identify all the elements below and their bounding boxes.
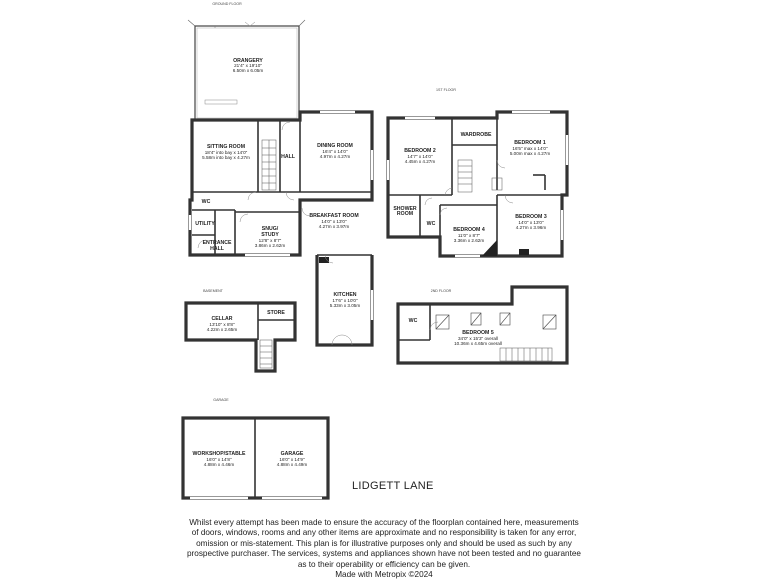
ground-floor-plan xyxy=(188,2,372,345)
ground-internal-walls xyxy=(192,120,372,255)
ground-hall-stairs xyxy=(262,140,276,190)
wc-first-name: WC xyxy=(426,221,436,227)
bedroom2-name: BEDROOM 2 xyxy=(404,148,436,154)
workshop-dim-metric: 4.88m x 4.46m xyxy=(203,462,235,467)
first-floor-plan xyxy=(388,88,567,256)
bedroom4-name: BEDROOM 4 xyxy=(453,227,485,233)
entrance-hall-name-1: ENTRANCE xyxy=(202,240,232,246)
entrance-hall-name-2: HALL xyxy=(210,246,224,252)
kitchen-dim-metric: 5.33m x 3.05m xyxy=(329,303,361,308)
garage-floor-label: GARAGE xyxy=(213,398,229,402)
sitting-room-dim-metric: 5.58m into bay x 4.27m xyxy=(202,155,250,160)
kitchen-range xyxy=(319,257,329,263)
snug-name-2: STUDY xyxy=(261,232,279,238)
snug-dim-imperial: 12'8" x 8'7" xyxy=(258,238,282,243)
dining-room-dim-metric: 4.97m x 4.27m xyxy=(319,154,351,159)
orangery-dim-metric: 6.50m x 6.05m xyxy=(232,68,264,73)
kitchen-dim-imperial: 17'6" x 10'0" xyxy=(332,298,358,303)
breakfast-room-dim-imperial: 14'0" x 13'0" xyxy=(321,219,347,224)
bedroom4-dim-imperial: 11'0" x 8'7" xyxy=(457,233,481,238)
orangery-dim-imperial: 21'4" x 19'10" xyxy=(234,63,262,68)
shower-room-name-1: SHOWER xyxy=(393,206,417,212)
bedroom3-dim-metric: 4.27m x 3.96m xyxy=(515,225,547,230)
bedroom3-name: BEDROOM 3 xyxy=(515,214,547,220)
wardrobe-name: WARDROBE xyxy=(460,132,492,138)
chimney-breast-bed4 xyxy=(482,240,497,256)
bedroom1-dim-metric: 5.00m max x 4.27m xyxy=(509,151,551,156)
basement-plan xyxy=(186,289,295,371)
snug-name-1: SNUG/ xyxy=(261,226,279,232)
garage-dim-metric: 4.88m x 4.49m xyxy=(276,462,308,467)
wc-second-name: WC xyxy=(408,318,418,324)
workshop-dim-imperial: 16'0" x 14'8" xyxy=(206,457,232,462)
disclaimer-line: prospective purchaser. The services, systems and appliances shown have not been tested and no guarantee xyxy=(186,549,581,559)
cellar-dim-metric: 4.22m x 2.65m xyxy=(206,327,238,332)
ground-floor-label: GROUND FLOOR xyxy=(212,2,242,6)
first-floor-stairs xyxy=(458,160,502,192)
bedroom5-name: BEDROOM 5 xyxy=(462,330,494,336)
snug-dim-metric: 3.86m x 2.62m xyxy=(254,243,286,248)
breakfast-room-dim-metric: 4.27m x 3.97m xyxy=(318,224,350,229)
disclaimer-line: of doors, windows, rooms and any other items are approximate and no responsibility is taken for any error, xyxy=(191,528,577,538)
disclaimer-line: as to their operability or efficiency can be given. xyxy=(297,559,471,569)
bedroom1-dim-imperial: 16'5" max x 14'0" xyxy=(512,146,548,151)
second-floor-walls xyxy=(398,287,567,363)
first-floor-label: 1ST FLOOR xyxy=(436,88,456,92)
skylights xyxy=(436,313,556,329)
disclaimer-line: Whilst every attempt has been made to ensure the accuracy of the floorplan contained here, measurements xyxy=(189,518,579,527)
property-name: LIDGETT LANE xyxy=(352,480,434,492)
garage-dim-imperial: 16'0" x 14'9" xyxy=(279,457,305,462)
store-name: STORE xyxy=(267,310,285,316)
sitting-room-dim-imperial: 18'4" into bay x 14'0" xyxy=(204,150,248,155)
first-floor-door-swings xyxy=(425,160,513,215)
credit-line: Made with Metropix ©2024 xyxy=(335,570,433,580)
second-floor-stairs xyxy=(500,348,552,361)
garage-name: GARAGE xyxy=(280,451,304,457)
dining-room-name: DINING ROOM xyxy=(317,143,353,149)
basement-stairs xyxy=(260,340,272,368)
second-floor-label: 2ND FLOOR xyxy=(430,289,452,293)
dining-room-dim-imperial: 16'4" x 14'0" xyxy=(322,149,348,154)
breakfast-room-name: BREAKFAST ROOM xyxy=(309,213,359,219)
hall-name: HALL xyxy=(281,154,295,160)
cellar-name: CELLAR xyxy=(211,316,233,322)
bedroom1-name: BEDROOM 1 xyxy=(514,140,546,146)
disclaimer-line: omission or mis-statement. This plan is for illustrative purposes only and should be used as such by any xyxy=(196,538,572,548)
bedroom2-dim-metric: 4.45m x 4.27m xyxy=(404,159,436,164)
bedroom2-dim-imperial: 14'7" x 14'0" xyxy=(407,154,433,159)
bedroom5-dim-metric: 10.36m x 4.65m overall xyxy=(454,341,502,346)
ground-windows xyxy=(190,112,372,255)
bedroom4-dim-metric: 3.36m x 2.62m xyxy=(453,238,485,243)
workshop-name: WORKSHOP/STABLE xyxy=(192,451,246,457)
ground-outer-walls xyxy=(190,112,372,255)
bedroom5-dim-imperial: 34'0" x 15'3" overall xyxy=(457,336,499,341)
shower-room-name-2: ROOM xyxy=(396,211,414,217)
sitting-room-name: SITTING ROOM xyxy=(206,144,246,150)
garage-plan xyxy=(183,398,328,498)
disclaimer-text xyxy=(160,518,608,580)
kitchen-name: KITCHEN xyxy=(333,292,357,298)
chimney-breast-bed3 xyxy=(519,249,529,255)
cellar-dim-imperial: 13'10" x 8'8" xyxy=(209,322,235,327)
utility-name: UTILITY xyxy=(195,221,215,227)
wc-ground-name: WC xyxy=(201,199,211,205)
second-floor-plan xyxy=(398,287,567,363)
orangery-name: ORANGERY xyxy=(233,58,263,64)
bedroom3-dim-imperial: 14'0" x 13'0" xyxy=(518,220,544,225)
basement-label: BASEMENT xyxy=(203,289,223,293)
